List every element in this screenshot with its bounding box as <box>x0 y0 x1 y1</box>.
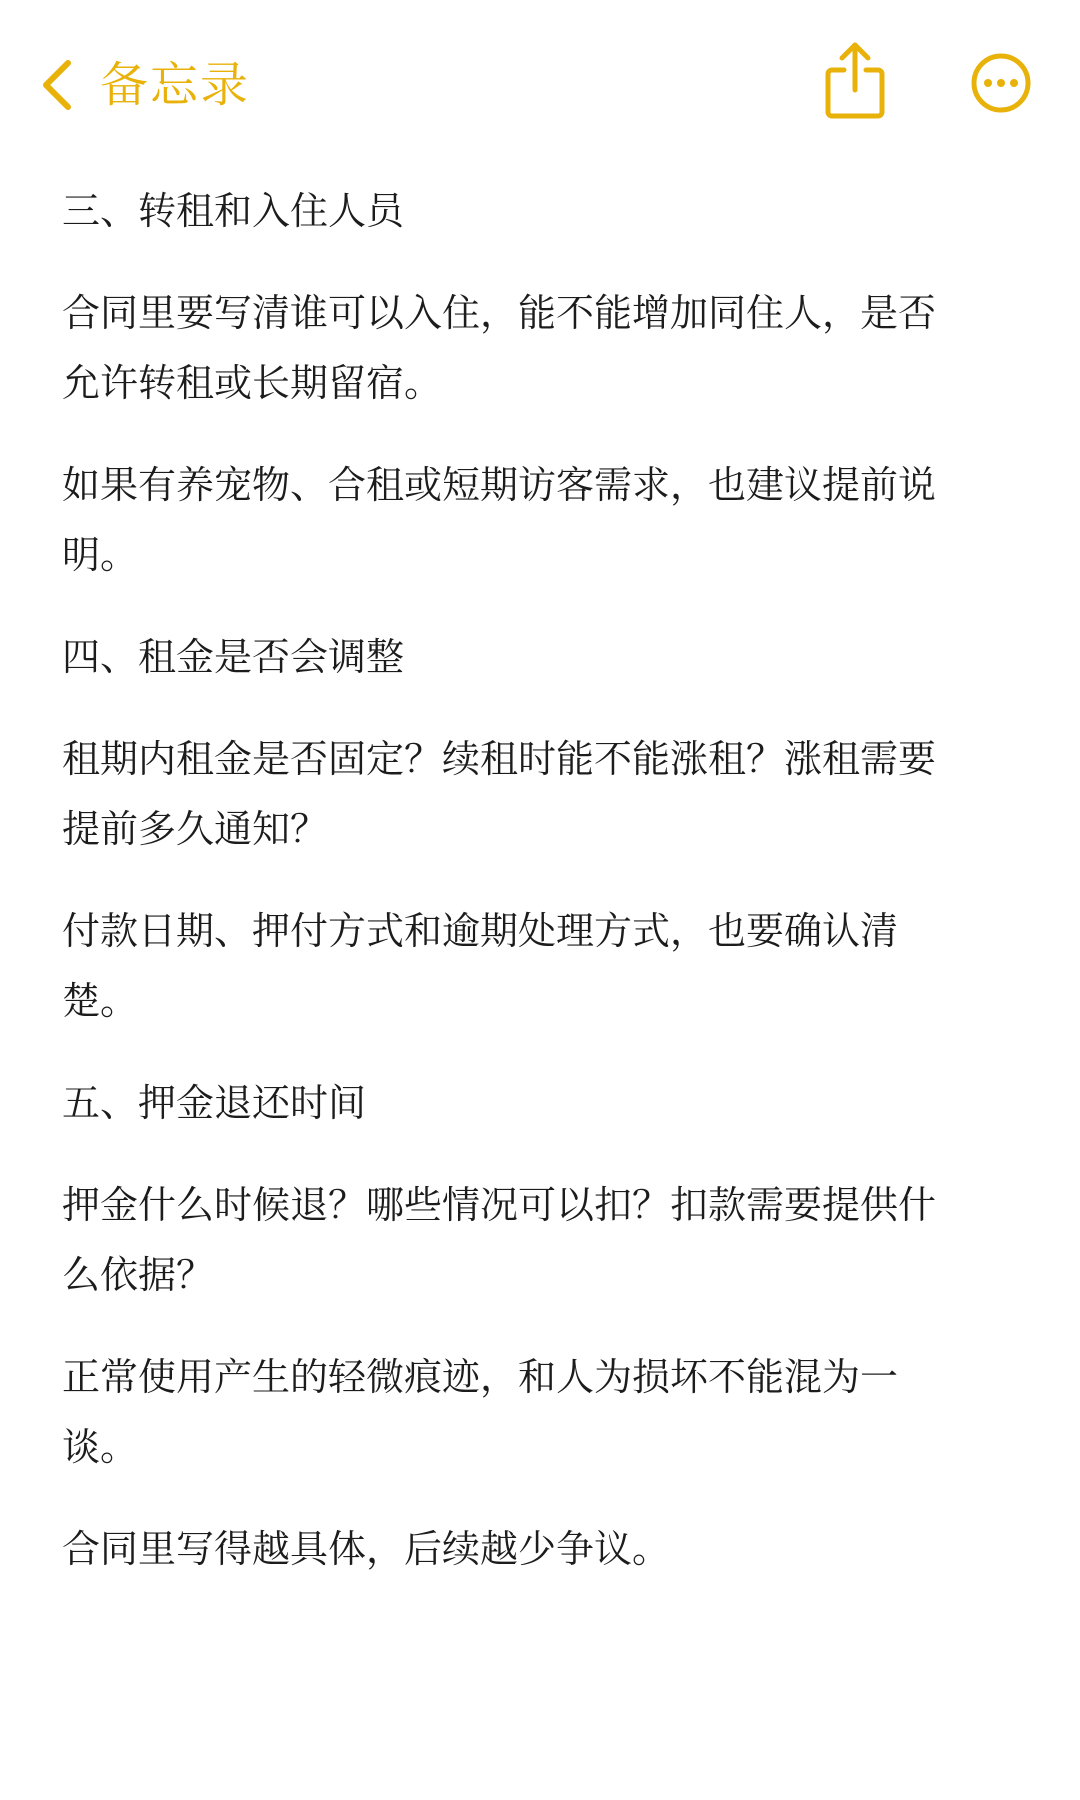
note-line: 么依据？ <box>62 1253 215 1297</box>
note-line: 租期内租金是否固定？续租时能不能涨租？涨租需要 <box>62 737 937 781</box>
note-line: 付款日期、押付方式和逾期处理方式，也要确认清 <box>62 909 899 953</box>
note-line: 合同里要写清谁可以入住，能不能增加同住人，是否 <box>62 291 937 335</box>
more-button[interactable] <box>970 52 1032 114</box>
note-line: 正常使用产生的轻微痕迹，和人为损坏不能混为一 <box>62 1355 899 1399</box>
note-line: 如果有养宠物、合租或短期访客需求，也建议提前说 <box>62 463 937 507</box>
note-line: 谈。 <box>62 1425 139 1469</box>
back-label: 备忘录 <box>100 57 251 113</box>
note-paragraph <box>62 1514 1032 1584</box>
note-line: 四、租金是否会调整 <box>62 635 405 679</box>
note-line: 合同里写得越具体，后续越少争议。 <box>62 1527 671 1571</box>
note-line: 明。 <box>62 533 139 577</box>
note-line: 允许转租或长期留宿。 <box>62 361 443 405</box>
navigation-bar <box>0 0 1080 170</box>
note-line: 楚。 <box>62 979 139 1023</box>
section-heading <box>62 622 1032 692</box>
more-ellipsis-icon <box>970 52 1032 114</box>
back-button[interactable] <box>40 50 250 120</box>
chevron-left-icon <box>40 55 80 115</box>
note-paragraph <box>62 724 1032 864</box>
note-paragraph <box>62 896 1032 1036</box>
share-button[interactable] <box>822 40 888 120</box>
note-paragraph <box>62 1342 1032 1482</box>
share-icon <box>822 40 888 120</box>
section-heading <box>62 176 1032 246</box>
note-line: 押金什么时候退？哪些情况可以扣？扣款需要提供什 <box>62 1183 937 1227</box>
note-line: 提前多久通知？ <box>62 807 329 851</box>
note-paragraph <box>62 278 1032 418</box>
note-line: 三、转租和入住人员 <box>62 189 405 233</box>
note-paragraph <box>62 1170 1032 1310</box>
note-line: 五、押金退还时间 <box>62 1081 367 1125</box>
note-paragraph <box>62 450 1032 590</box>
section-heading <box>62 1068 1032 1138</box>
note-body[interactable] <box>62 176 1032 1584</box>
